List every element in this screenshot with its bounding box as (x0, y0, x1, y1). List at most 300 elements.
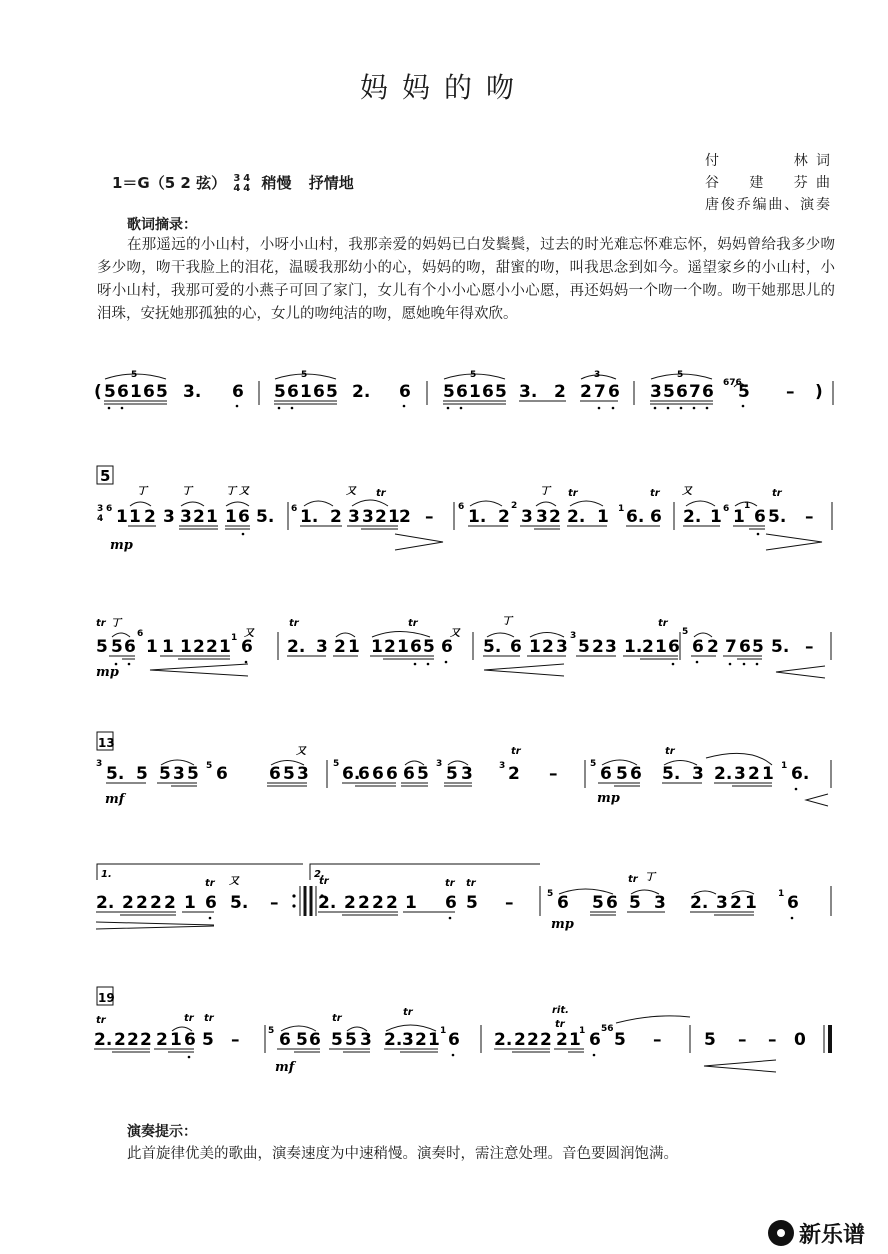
svg-text:3.: 3. (519, 382, 538, 402)
svg-text:3: 3 (297, 764, 309, 784)
svg-text:5: 5 (682, 627, 689, 637)
svg-text:2: 2 (730, 893, 742, 913)
svg-text:1.: 1. (300, 507, 319, 527)
svg-text:3: 3 (96, 759, 103, 769)
svg-text:1: 1 (397, 637, 409, 657)
svg-text:6: 6 (410, 637, 422, 657)
svg-text:6: 6 (445, 893, 457, 913)
dynamic-mf-row6: mf (275, 1060, 295, 1075)
svg-text:tr: tr (184, 1013, 194, 1024)
svg-text:2: 2 (358, 893, 370, 913)
score-row-2 (0, 464, 888, 554)
svg-text:5: 5 (590, 759, 597, 769)
svg-text:6: 6 (184, 1030, 196, 1050)
score-row-3 (0, 604, 888, 684)
svg-text:5: 5 (443, 382, 455, 402)
key-signature: 1＝G（5 2 弦） (112, 174, 227, 192)
dynamic-mf: mf (105, 792, 125, 807)
svg-text:6: 6 (279, 1030, 291, 1050)
svg-text:又: 又 (296, 746, 306, 757)
svg-text:tr: tr (628, 874, 638, 885)
svg-text:1: 1 (762, 764, 774, 784)
svg-text:2: 2 (386, 893, 398, 913)
svg-text:又: 又 (682, 486, 692, 497)
lyrics-text: 在那遥远的小山村，小呀小山村，我那亲爱的妈妈已白发鬓鬓，过去的时光难忘怀难忘怀，妈妈曾给我多少吻多少吻，吻干我脸上的泪花，温暖我那幼小的心，妈妈的吻，甜蜜的吻，叫我思念到如今。遥望家乡的小山村，小呀小山村，我那可爱的小燕子可回了家门，女儿有个小小心愿小小心愿，再还妈妈一个吻一个吻。吻干她那思儿的泪珠，安抚她那孤独的心，女儿的吻纯洁的吻，愿她晚年得欢欣。 (97, 237, 835, 322)
svg-text:tr: tr (466, 878, 476, 889)
svg-text:2.: 2. (690, 893, 709, 913)
staff-row-3 (0, 604, 888, 684)
dynamic-mp-row3: mp (96, 665, 119, 680)
svg-text:5: 5 (283, 764, 295, 784)
svg-text:2: 2 (527, 1030, 539, 1050)
svg-text:2: 2 (642, 637, 654, 657)
svg-text:5: 5 (206, 761, 213, 771)
svg-text:6: 6 (458, 502, 465, 512)
svg-text:3: 3 (734, 764, 746, 784)
svg-text:2: 2 (540, 1030, 552, 1050)
svg-text:1: 1 (469, 382, 481, 402)
svg-text:6: 6 (309, 1030, 321, 1050)
svg-text:6: 6 (668, 637, 680, 657)
svg-text:2.: 2. (352, 382, 371, 402)
svg-text:6: 6 (589, 1030, 601, 1050)
svg-text:2: 2 (580, 382, 592, 402)
svg-text:2: 2 (514, 1030, 526, 1050)
svg-text:5: 5 (592, 893, 604, 913)
svg-text:1: 1 (180, 637, 192, 657)
svg-text:6: 6 (399, 382, 411, 402)
svg-text:4: 4 (97, 514, 104, 524)
svg-text:2: 2 (144, 507, 156, 527)
svg-text:1: 1 (231, 633, 238, 643)
svg-text:5: 5 (274, 382, 286, 402)
time-signature: 3 44 4 (233, 172, 251, 194)
vinyl-disc-icon (768, 1220, 794, 1246)
svg-text:6: 6 (787, 893, 799, 913)
svg-text:5.: 5. (771, 637, 790, 657)
svg-text:5: 5 (202, 1030, 214, 1050)
score-row-1 (0, 365, 888, 415)
svg-text:1: 1 (170, 1030, 182, 1050)
svg-text:1: 1 (428, 1030, 440, 1050)
svg-text:5: 5 (547, 889, 554, 899)
svg-text:2: 2 (707, 637, 719, 657)
svg-text:1: 1 (184, 893, 196, 913)
svg-text:5: 5 (156, 382, 168, 402)
rehearsal-mark-5: 5 (100, 467, 111, 485)
svg-text:–: – (425, 507, 434, 527)
svg-text:0: 0 (794, 1030, 806, 1050)
svg-text:2: 2 (344, 893, 356, 913)
svg-text:6: 6 (124, 637, 136, 657)
svg-text:3: 3 (556, 637, 568, 657)
svg-text:7: 7 (725, 637, 737, 657)
svg-text:2: 2 (415, 1030, 427, 1050)
svg-text:5.: 5. (662, 764, 681, 784)
svg-text:3: 3 (316, 637, 328, 657)
svg-text:7: 7 (594, 382, 606, 402)
svg-text:1: 1 (206, 507, 218, 527)
staff-row-5 (0, 858, 888, 948)
svg-text:tr: tr (445, 878, 455, 889)
svg-text:6: 6 (630, 764, 642, 784)
svg-text:5: 5 (131, 370, 138, 380)
svg-text:1: 1 (744, 501, 751, 511)
svg-text:又: 又 (244, 628, 254, 639)
svg-text:–: – (768, 1030, 777, 1050)
svg-text:6: 6 (216, 764, 228, 784)
svg-text:6: 6 (606, 893, 618, 913)
piece-title: 妈妈的吻 (359, 71, 528, 104)
svg-text:2: 2 (542, 637, 554, 657)
svg-text:5.: 5. (106, 764, 125, 784)
svg-text:丁: 丁 (645, 872, 655, 883)
svg-text:2.: 2. (384, 1030, 403, 1050)
svg-text:2.: 2. (318, 893, 337, 913)
watermark-text: 新乐谱 (799, 1222, 866, 1248)
svg-text:5: 5 (104, 382, 116, 402)
svg-text:6.: 6. (791, 764, 810, 784)
svg-text:3: 3 (402, 1030, 414, 1050)
svg-text:5: 5 (136, 764, 148, 784)
svg-text:2: 2 (114, 1030, 126, 1050)
svg-text:5: 5 (466, 893, 478, 913)
svg-text:3: 3 (716, 893, 728, 913)
svg-text:6: 6 (137, 629, 144, 639)
svg-text:3: 3 (521, 507, 533, 527)
svg-text:1: 1 (733, 507, 745, 527)
svg-text:5: 5 (704, 1030, 716, 1050)
svg-text:2.: 2. (714, 764, 733, 784)
svg-text:6: 6 (143, 382, 155, 402)
svg-text:–: – (738, 1030, 747, 1050)
watermark-logo (768, 1216, 865, 1250)
credits (705, 150, 830, 216)
svg-text:tr: tr (96, 618, 106, 629)
svg-text:2.: 2. (567, 507, 586, 527)
svg-text:5.: 5. (230, 893, 249, 913)
svg-text:1: 1 (371, 637, 383, 657)
svg-text:6.: 6. (342, 764, 361, 784)
svg-text:–: – (786, 382, 795, 402)
svg-text:1: 1 (116, 507, 128, 527)
svg-text:1: 1 (146, 637, 158, 657)
svg-text:tr: tr (408, 618, 418, 629)
svg-text:6: 6 (291, 504, 298, 514)
tips-text: 此首旋律优美的歌曲，演奏速度为中速稍慢。演奏时，需注意处理。音色要圆润饱满。 (127, 1146, 678, 1162)
svg-text:2: 2 (511, 501, 518, 511)
svg-text:2: 2 (330, 507, 342, 527)
tips-heading: 演奏提示： (127, 1124, 197, 1140)
svg-text:5: 5 (268, 1026, 275, 1036)
svg-text:tr: tr (665, 746, 675, 757)
svg-text:5: 5 (96, 637, 108, 657)
dynamic-mp: mp (110, 538, 133, 553)
svg-text:6: 6 (510, 637, 522, 657)
svg-text:tr: tr (204, 1013, 214, 1024)
svg-text:5: 5 (677, 370, 684, 380)
svg-text:2: 2 (384, 637, 396, 657)
svg-text:2: 2 (127, 1030, 139, 1050)
svg-text:tr: tr (658, 618, 668, 629)
svg-text:tr: tr (332, 1013, 342, 1024)
svg-text:1: 1 (618, 504, 625, 514)
svg-text:又: 又 (346, 486, 356, 497)
svg-text:–: – (549, 764, 558, 784)
svg-text:5: 5 (495, 382, 507, 402)
svg-text:tr: tr (568, 488, 578, 499)
svg-text:2: 2 (554, 382, 566, 402)
score-row-4 (0, 730, 888, 820)
svg-text:6: 6 (456, 382, 468, 402)
svg-text:6: 6 (608, 382, 620, 402)
svg-text:–: – (505, 893, 514, 913)
lyrics-heading: 歌词摘录： (127, 217, 197, 233)
svg-text:3: 3 (348, 507, 360, 527)
svg-text:1: 1 (778, 889, 785, 899)
staff-row-1 (0, 365, 888, 415)
svg-text:6: 6 (754, 507, 766, 527)
svg-text:676: 676 (723, 378, 742, 388)
svg-text:6.: 6. (626, 507, 645, 527)
svg-text:6: 6 (358, 764, 370, 784)
svg-text:5: 5 (446, 764, 458, 784)
svg-text:2: 2 (136, 893, 148, 913)
svg-text:又: 又 (450, 628, 460, 639)
svg-text:丁: 丁 (226, 486, 236, 497)
svg-text:6: 6 (205, 893, 217, 913)
svg-text:1: 1 (348, 637, 360, 657)
svg-text:3.: 3. (183, 382, 202, 402)
svg-text:6: 6 (403, 764, 415, 784)
score-row-5 (0, 858, 888, 948)
svg-text:1: 1 (597, 507, 609, 527)
staff-row-4 (0, 730, 888, 820)
expression-marking: 抒情地 (308, 174, 354, 192)
svg-text:2.: 2. (494, 1030, 513, 1050)
svg-text:丁: 丁 (182, 486, 192, 497)
svg-text:2.: 2. (94, 1030, 113, 1050)
svg-text:3: 3 (650, 382, 662, 402)
dynamic-mp-row5: mp (551, 917, 574, 932)
svg-text:–: – (653, 1030, 662, 1050)
svg-text:2: 2 (748, 764, 760, 784)
svg-text:3: 3 (570, 631, 577, 641)
svg-text:5: 5 (296, 1030, 308, 1050)
svg-text:tr: tr (319, 876, 329, 887)
svg-text:1: 1 (300, 382, 312, 402)
svg-text:6: 6 (676, 382, 688, 402)
svg-text:6: 6 (238, 507, 250, 527)
svg-text:2: 2 (556, 1030, 568, 1050)
svg-text:tr: tr (511, 746, 521, 757)
svg-text:1: 1 (130, 382, 142, 402)
svg-text:2: 2 (372, 893, 384, 913)
svg-text:tr: tr (650, 488, 660, 499)
svg-text:tr: tr (96, 1015, 106, 1026)
svg-text:tr: tr (376, 488, 386, 499)
svg-text:7: 7 (689, 382, 701, 402)
svg-text:2: 2 (156, 1030, 168, 1050)
svg-text:3: 3 (536, 507, 548, 527)
svg-text:2: 2 (508, 764, 520, 784)
svg-text:2: 2 (399, 507, 411, 527)
svg-text:–: – (805, 637, 814, 657)
svg-text:3: 3 (594, 370, 601, 380)
svg-text:3: 3 (436, 759, 443, 769)
svg-text:1: 1 (579, 1026, 586, 1036)
rehearsal-mark-19: 19 (98, 991, 115, 1005)
svg-text:5: 5 (326, 382, 338, 402)
svg-text:5: 5 (752, 637, 764, 657)
svg-text:1: 1 (710, 507, 722, 527)
svg-text:3: 3 (499, 761, 506, 771)
svg-text:2.: 2. (683, 507, 702, 527)
svg-text:6: 6 (482, 382, 494, 402)
svg-text:1: 1 (569, 1030, 581, 1050)
svg-text:6: 6 (117, 382, 129, 402)
svg-text:5: 5 (423, 637, 435, 657)
svg-text:tr: tr (555, 1019, 565, 1030)
svg-text:6: 6 (650, 507, 662, 527)
svg-text:tr: tr (403, 1007, 413, 1018)
svg-text:5: 5 (616, 764, 628, 784)
svg-text:3: 3 (97, 504, 104, 514)
svg-text:2.: 2. (96, 893, 115, 913)
svg-text:): ) (815, 382, 823, 402)
svg-text:1: 1 (225, 507, 237, 527)
svg-text:3: 3 (360, 1030, 372, 1050)
svg-text:6: 6 (232, 382, 244, 402)
score-row-6 (0, 985, 888, 1085)
svg-text:1.: 1. (624, 637, 643, 657)
svg-text:5: 5 (614, 1030, 626, 1050)
svg-text:2: 2 (498, 507, 510, 527)
svg-text:3: 3 (362, 507, 374, 527)
svg-text:5: 5 (578, 637, 590, 657)
svg-text:6: 6 (723, 504, 730, 514)
svg-text:6: 6 (269, 764, 281, 784)
rehearsal-mark-13: 13 (98, 736, 115, 750)
svg-text:5: 5 (111, 637, 123, 657)
svg-text:1: 1 (529, 637, 541, 657)
svg-text:1: 1 (219, 637, 231, 657)
svg-text:5.: 5. (256, 507, 275, 527)
svg-text:6: 6 (702, 382, 714, 402)
svg-text:1: 1 (405, 893, 417, 913)
svg-text:3: 3 (692, 764, 704, 784)
svg-text:3: 3 (605, 637, 617, 657)
svg-text:5: 5 (159, 764, 171, 784)
svg-text:5: 5 (417, 764, 429, 784)
svg-text:1: 1 (162, 637, 174, 657)
credit-lyricist: 付 林词 (705, 153, 830, 169)
svg-text:3: 3 (461, 764, 473, 784)
svg-text:2.: 2. (287, 637, 306, 657)
svg-text:1: 1 (655, 637, 667, 657)
svg-text:2: 2 (375, 507, 387, 527)
svg-text:1: 1 (388, 507, 400, 527)
credit-composer: 谷 建 芬曲 (705, 175, 830, 191)
svg-text:6: 6 (739, 637, 751, 657)
svg-text:–: – (231, 1030, 240, 1050)
dynamic-mp-row4: mp (597, 791, 620, 806)
svg-text:5: 5 (470, 370, 477, 380)
svg-text:2: 2 (592, 637, 604, 657)
svg-text:6: 6 (600, 764, 612, 784)
svg-text:5: 5 (345, 1030, 357, 1050)
svg-text:6: 6 (287, 382, 299, 402)
svg-text:1: 1 (129, 507, 141, 527)
svg-text:1: 1 (440, 1026, 447, 1036)
svg-text:又: 又 (229, 876, 239, 887)
svg-text:2: 2 (193, 637, 205, 657)
staff-row-2 (0, 464, 888, 554)
svg-text:2: 2 (193, 507, 205, 527)
svg-text:6: 6 (692, 637, 704, 657)
svg-text:5.: 5. (483, 637, 502, 657)
svg-text:5: 5 (333, 759, 340, 769)
svg-text:5: 5 (738, 382, 750, 402)
svg-text:2: 2 (122, 893, 134, 913)
svg-text:6: 6 (241, 637, 253, 657)
svg-text:丁: 丁 (111, 618, 121, 629)
credit-arranger: 唐俊乔编曲、演奏 (705, 197, 830, 213)
svg-text:3: 3 (180, 507, 192, 527)
staff-row-6 (0, 985, 888, 1085)
svg-text:–: – (805, 507, 814, 527)
svg-text:丁: 丁 (137, 486, 147, 497)
svg-text:1: 1 (745, 893, 757, 913)
svg-text:6: 6 (557, 893, 569, 913)
svg-text:6: 6 (386, 764, 398, 784)
svg-text:56: 56 (601, 1024, 614, 1034)
svg-text:3: 3 (654, 893, 666, 913)
volta-1-label: 1. (101, 869, 112, 880)
svg-text:丁: 丁 (540, 486, 550, 497)
svg-text:3: 3 (173, 764, 185, 784)
svg-text:丁: 丁 (502, 616, 512, 627)
svg-text:6: 6 (448, 1030, 460, 1050)
rit-marking: rit. (552, 1005, 569, 1016)
svg-text:5: 5 (301, 370, 308, 380)
svg-text:2: 2 (140, 1030, 152, 1050)
svg-text:5.: 5. (768, 507, 787, 527)
svg-text:–: – (270, 893, 279, 913)
svg-text:2: 2 (549, 507, 561, 527)
svg-text:1.: 1. (468, 507, 487, 527)
svg-text:3: 3 (163, 507, 175, 527)
svg-text:tr: tr (772, 488, 782, 499)
svg-text:5: 5 (663, 382, 675, 402)
svg-text:2: 2 (334, 637, 346, 657)
svg-text:tr: tr (205, 878, 215, 889)
volta-2-label: 2. (314, 869, 325, 880)
svg-text:1: 1 (781, 761, 788, 771)
svg-text:6: 6 (313, 382, 325, 402)
svg-text:6: 6 (372, 764, 384, 784)
svg-text:tr: tr (289, 618, 299, 629)
svg-text:5: 5 (629, 893, 641, 913)
svg-text:2: 2 (164, 893, 176, 913)
svg-text:6: 6 (441, 637, 453, 657)
svg-text:6: 6 (106, 504, 113, 514)
svg-text:2: 2 (150, 893, 162, 913)
svg-text:又: 又 (239, 486, 249, 497)
svg-text:5: 5 (331, 1030, 343, 1050)
tempo-marking: 稍慢 (261, 174, 292, 192)
svg-text:5: 5 (187, 764, 199, 784)
